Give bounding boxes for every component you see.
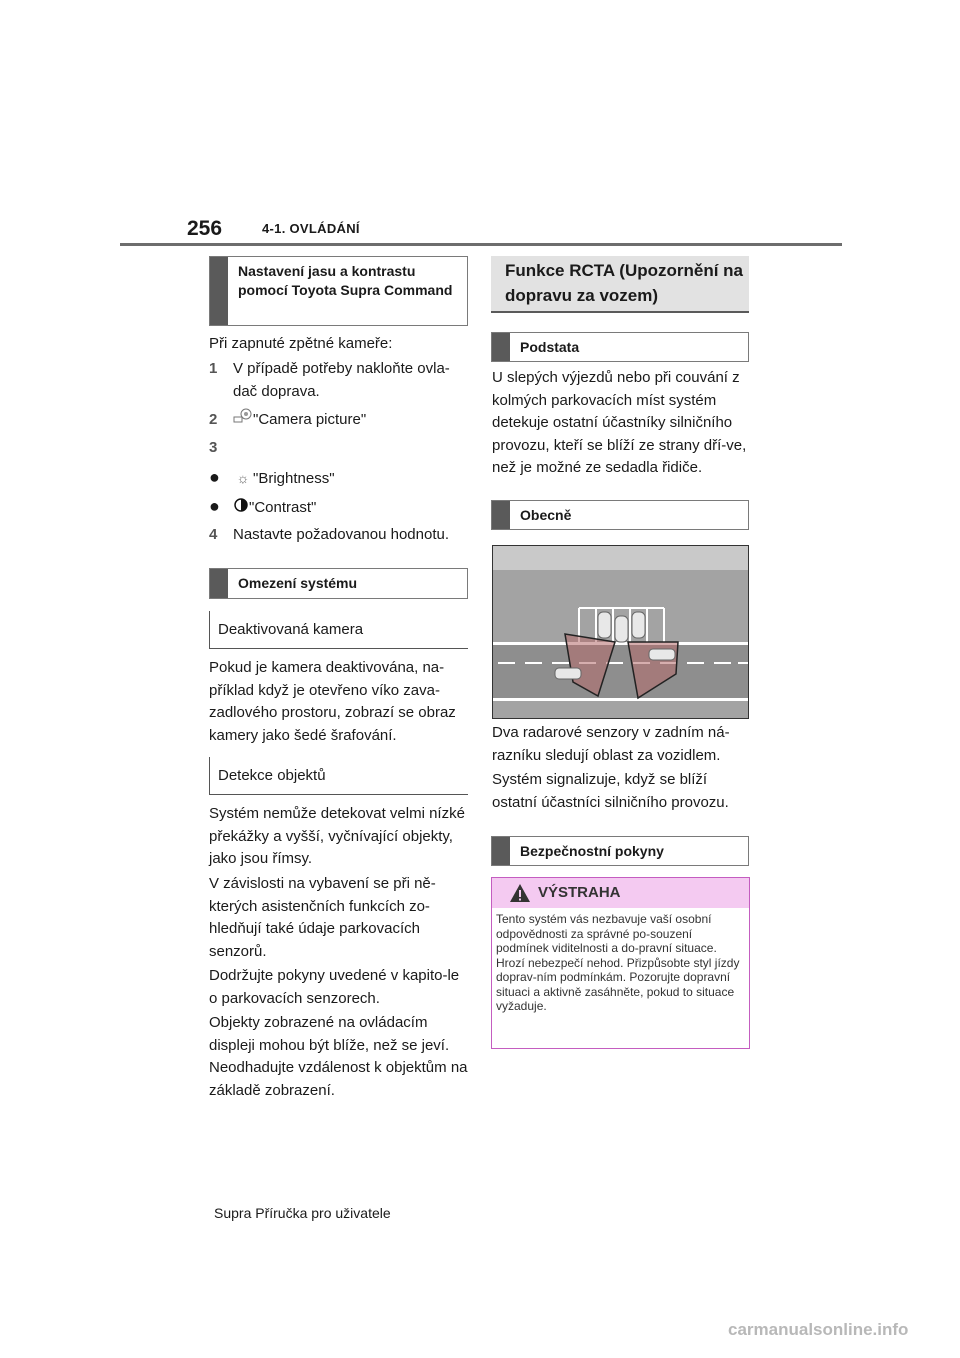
heading-text: Bezpečnostní pokyny: [520, 843, 664, 859]
paragraph-camera-deactivated: Pokud je kamera deaktivována, na-příklad když je otevřeno víko zava-zadlového prostoru, zobrazí se obraz kamery jako šedé šrafování.: [209, 659, 456, 744]
heading-text: Podstata: [520, 339, 580, 355]
paragraph-detection-limits: Systém nemůže detekovat velmi nízké překážky a vyšší, vyčnívající objekty, jako jsou římsy.: [209, 805, 465, 867]
step-number: 1: [209, 360, 218, 377]
step-text: V případě potřeby nakloňte ovla-dač doprava.: [233, 360, 450, 400]
contrast-icon: [233, 496, 249, 519]
heading-safety: [491, 836, 749, 866]
heading-text: Funkce RCTA (Upozornění na dopravu za vozem): [505, 261, 743, 305]
option-text: "Contrast": [249, 499, 317, 516]
warning-triangle-icon: [509, 883, 531, 903]
heading-principle: [491, 332, 749, 362]
heading-bar: [492, 837, 510, 865]
heading-text: Omezení systému: [238, 575, 358, 591]
option-text: "Brightness": [253, 470, 335, 487]
option-brightness: [209, 466, 469, 491]
rcta-diagram: [493, 546, 749, 719]
warning-header: [492, 878, 749, 908]
heading-general: [491, 500, 749, 530]
brightness-icon: ☼: [236, 470, 250, 486]
warning-title: VÝSTRAHA: [538, 884, 621, 901]
step-1: [209, 358, 469, 403]
section-title: 4-1. OVLÁDÁNÍ: [262, 221, 360, 236]
paragraph-parking-sensors: V závislosti na vybavení se při ně-kterých asistenčních funkcích zo-hledňují také údaje parkovacích senzorů.: [209, 875, 436, 960]
heading-text: Nastavení jasu a kontrastu pomocí Toyota Supra Command: [238, 263, 453, 298]
paragraph-principle: U slepých výjezdů nebo při couvání z kolmých parkovacích míst systém detekuje ostatní účastníky silničního provozu, kteří se blíží ze strany dří-ve, než je možné ze sedadla řidiče.: [492, 369, 747, 476]
footer-manual-title: Supra Příručka pro uživatele: [214, 1205, 391, 1221]
warning-box: [491, 877, 750, 1049]
bullet-dot: ●: [209, 467, 220, 487]
step-number: 2: [209, 411, 218, 428]
camera-icon: [233, 408, 253, 431]
bullet-dot: ●: [209, 496, 220, 516]
subheading-camera-deactivated: Deaktivovaná kamera: [209, 611, 468, 649]
paragraph-distance-warning: Objekty zobrazené na ovládacím displeji mohou být blíže, než se jeví. Neodhadujte vzdálenost k objektům na základě zobrazení.: [209, 1014, 468, 1099]
warning-text: Tento systém vás nezbavuje vaší osobní odpovědnosti za správné po-souzení podmínek viditelnosti a do-pravní situace. Hrozí nebezpečí nehod. Přizpůsobte styl jízdy doprav-ním podmínkám. Pozorujte dopravní situaci a aktivně zasáhněte, pokud to situace vyžaduje.: [496, 912, 740, 1013]
rcta-illustration: [492, 545, 749, 719]
heading-brightness-contrast: [209, 256, 468, 326]
subheading-object-detection: Detekce objektů: [209, 757, 468, 795]
step-text: Nastavte požadovanou hodnotu.: [233, 526, 449, 543]
intro-text: Při zapnuté zpětné kameře:: [209, 335, 393, 352]
page-number: 256: [187, 217, 223, 240]
step-number: 4: [209, 526, 218, 543]
header-rule: [120, 243, 842, 246]
paragraph-system-signals: Systém signalizuje, když se blíží ostatní účastníci silničního provozu.: [492, 771, 729, 811]
step-2: [209, 408, 469, 432]
step-3: [209, 437, 217, 460]
step-4: [209, 524, 474, 547]
heading-bar: [210, 257, 228, 325]
chapter-heading-rcta: [491, 256, 749, 313]
step-text: "Camera picture": [253, 411, 367, 428]
option-contrast: [209, 495, 469, 520]
watermark: carmanualsonline.info: [728, 1320, 909, 1339]
heading-bar: [210, 569, 228, 598]
step-number: 3: [209, 439, 218, 456]
heading-bar: [492, 333, 510, 361]
heading-text: Obecně: [520, 507, 572, 523]
heading-system-limits: [209, 568, 468, 599]
paragraph-see-chapter: Dodržujte pokyny uvedené v kapito-le o parkovacích senzorech.: [209, 967, 460, 1007]
paragraph-radar-sensors: Dva radarové senzory v zadním ná-razníku sledují oblast za vozidlem.: [492, 724, 730, 764]
heading-bar: [492, 501, 510, 529]
